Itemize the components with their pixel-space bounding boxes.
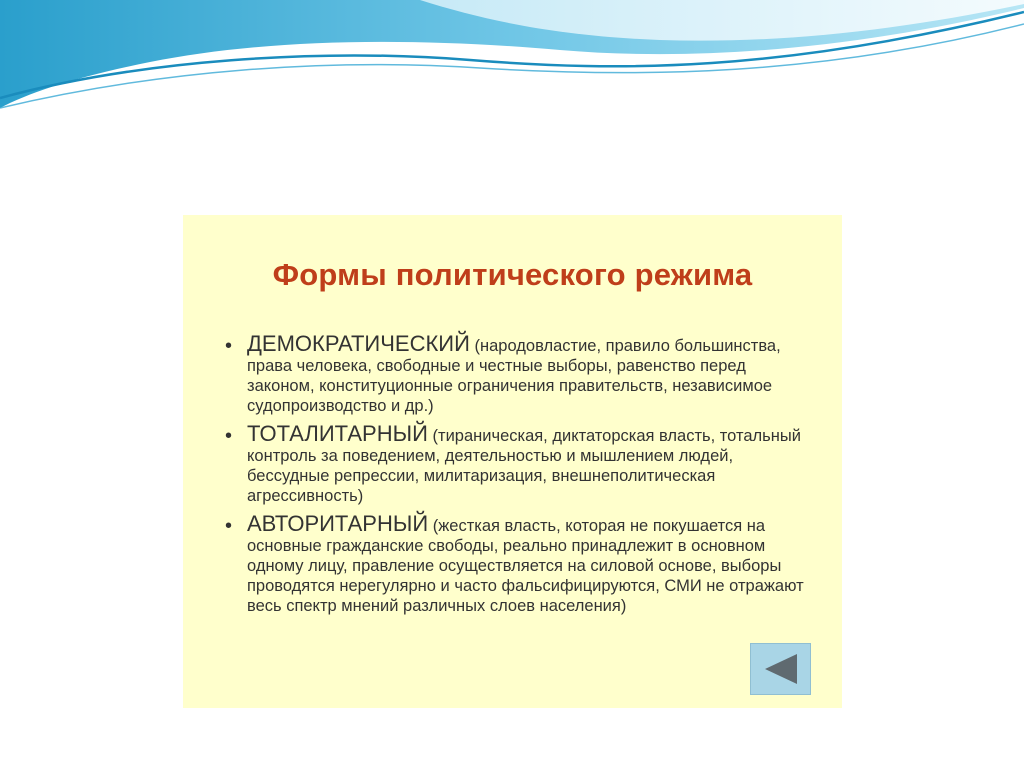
previous-slide-button[interactable] bbox=[750, 643, 811, 695]
list-item-totalitarian bbox=[225, 423, 805, 506]
regime-list bbox=[225, 333, 805, 616]
slide-title: Формы политического режима bbox=[272, 257, 753, 292]
item-description: (народовластие, правило большинства, права человека, свободные и честные выборы, равенство перед законом, конституционные ограничения правительств, независимое судопроизводство и др.) bbox=[247, 337, 781, 415]
bullet: • bbox=[225, 335, 233, 357]
item-heading: АВТОРИТАРНЫЙ bbox=[247, 511, 429, 536]
bullet: • bbox=[225, 425, 233, 447]
wave-decoration bbox=[0, 0, 1024, 140]
list-item-democratic bbox=[225, 333, 805, 416]
list-item-authoritarian bbox=[225, 513, 805, 616]
content-panel bbox=[183, 215, 842, 708]
item-heading: ТОТАЛИТАРНЫЙ bbox=[247, 421, 428, 446]
item-heading: ДЕМОКРАТИЧЕСКИЙ bbox=[247, 331, 470, 356]
item-description: (тираническая, диктаторская власть, тотальный контроль за поведением, деятельностью и мышлением людей, бессудные репрессии, милитаризация, внешнеполитическая агрессивность) bbox=[247, 427, 801, 505]
item-description: (жесткая власть, которая не покушается на основные гражданские свободы, реально принадлежит в основном одному лицу, правление осуществляется на силовой основе, выборы проводятся нерегулярно и часто фальсифицируются, СМИ не отражают весь спектр мнений различных слоев населения) bbox=[247, 517, 804, 615]
bullet: • bbox=[225, 515, 233, 537]
triangle-left-icon bbox=[761, 652, 801, 686]
